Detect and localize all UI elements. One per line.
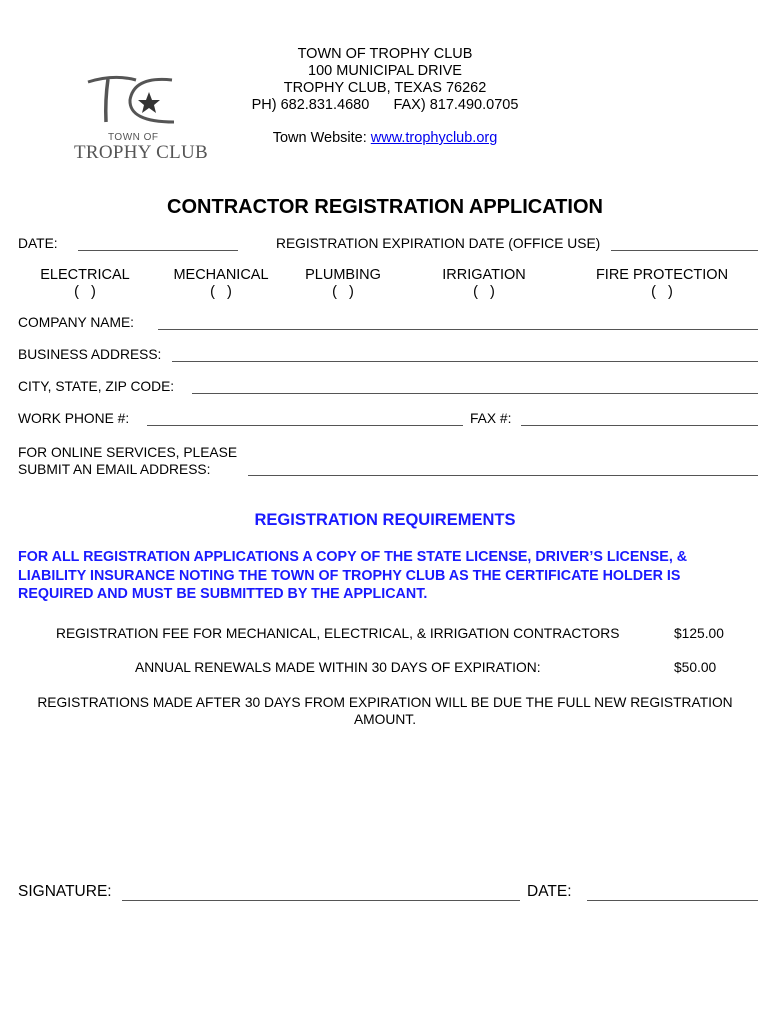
expiration-date-label: REGISTRATION EXPIRATION DATE (OFFICE USE): [276, 236, 601, 251]
town-website: [200, 130, 570, 146]
trade-name: ELECTRICAL: [40, 267, 130, 283]
work-phone-label: WORK PHONE #:: [18, 411, 130, 426]
header-line-3: TROPHY CLUB, TEXAS 76262: [283, 80, 487, 96]
city-state-zip-field[interactable]: [192, 393, 758, 394]
header-line-2: 100 MUNICIPAL DRIVE: [308, 63, 462, 79]
logo-town-of: TOWN OF: [108, 132, 159, 143]
expiration-date-field[interactable]: [611, 250, 758, 251]
trade-checkbox[interactable]: ( ): [74, 284, 96, 300]
trade-name: PLUMBING: [305, 267, 381, 283]
requirements-body: FOR ALL REGISTRATION APPLICATIONS A COPY OF THE STATE LICENSE, DRIVER’S LICENSE, & LIABILITY INSURANCE NOTING THE TOWN OF TROPHY CLUB AS THE CERTIFICATE HOLDER IS REQUIRED AND MUST BE SUBMITTED BY THE APPLICANT.: [18, 549, 688, 602]
trade-name: MECHANICAL: [173, 267, 269, 283]
company-name-field[interactable]: [158, 329, 758, 330]
trade-checkbox[interactable]: ( ): [473, 284, 495, 300]
email-label: [18, 444, 237, 478]
website-label: Town Website:: [272, 130, 371, 146]
logo-town-name: TROPHY CLUB: [74, 142, 209, 163]
signature-field[interactable]: [122, 900, 520, 901]
signature-label: SIGNATURE:: [18, 883, 112, 900]
trade-checkbox[interactable]: ( ): [332, 284, 354, 300]
trade-electrical[interactable]: [30, 267, 140, 301]
tc-star-icon: [74, 70, 184, 130]
late-registration-note: REGISTRATIONS MADE AFTER 30 DAYS FROM EXPIRATION WILL BE DUE THE FULL NEW REGISTRATION AMOUNT.: [37, 695, 733, 727]
header-line-4: PH) 682.831.4680 FAX) 817.490.0705: [251, 97, 519, 113]
trade-plumbing[interactable]: [288, 267, 398, 301]
city-state-zip-label: CITY, STATE, ZIP CODE:: [18, 379, 175, 394]
registration-fee-label: REGISTRATION FEE FOR MECHANICAL, ELECTRICAL, & IRRIGATION CONTRACTORS: [56, 626, 620, 641]
signature-date-field[interactable]: [587, 900, 758, 901]
email-field[interactable]: [248, 475, 758, 476]
town-address-block: [200, 46, 570, 114]
date-field[interactable]: [78, 250, 238, 251]
email-label-line-1: FOR ONLINE SERVICES, PLEASE: [18, 445, 238, 460]
trade-checkbox[interactable]: ( ): [210, 284, 232, 300]
trade-irrigation[interactable]: [429, 267, 539, 301]
business-address-label: BUSINESS ADDRESS:: [18, 347, 162, 362]
requirements-title: REGISTRATION REQUIREMENTS: [254, 511, 516, 529]
website-link[interactable]: www.trophyclub.org: [370, 130, 498, 146]
date-label: DATE:: [18, 236, 58, 251]
trade-fire-protection[interactable]: [592, 267, 732, 301]
renewal-fee-amount: $50.00: [674, 660, 717, 675]
email-label-line-2: SUBMIT AN EMAIL ADDRESS:: [18, 462, 211, 477]
renewal-fee-label: ANNUAL RENEWALS MADE WITHIN 30 DAYS OF EXPIRATION:: [135, 660, 541, 675]
work-phone-field[interactable]: [147, 425, 463, 426]
signature-date-label: DATE:: [527, 883, 572, 900]
trade-checkbox[interactable]: ( ): [651, 284, 673, 300]
business-address-field[interactable]: [172, 361, 758, 362]
fax-label: FAX #:: [470, 411, 512, 426]
fax-field[interactable]: [521, 425, 758, 426]
header-line-1: TOWN OF TROPHY CLUB: [297, 46, 473, 62]
trade-name: FIRE PROTECTION: [595, 267, 729, 283]
trade-name: IRRIGATION: [442, 267, 526, 283]
town-logo: [74, 70, 214, 170]
company-name-label: COMPANY NAME:: [18, 315, 135, 330]
trade-mechanical[interactable]: [166, 267, 276, 301]
registration-fee-amount: $125.00: [674, 626, 724, 641]
page-title: CONTRACTOR REGISTRATION APPLICATION: [167, 196, 603, 218]
